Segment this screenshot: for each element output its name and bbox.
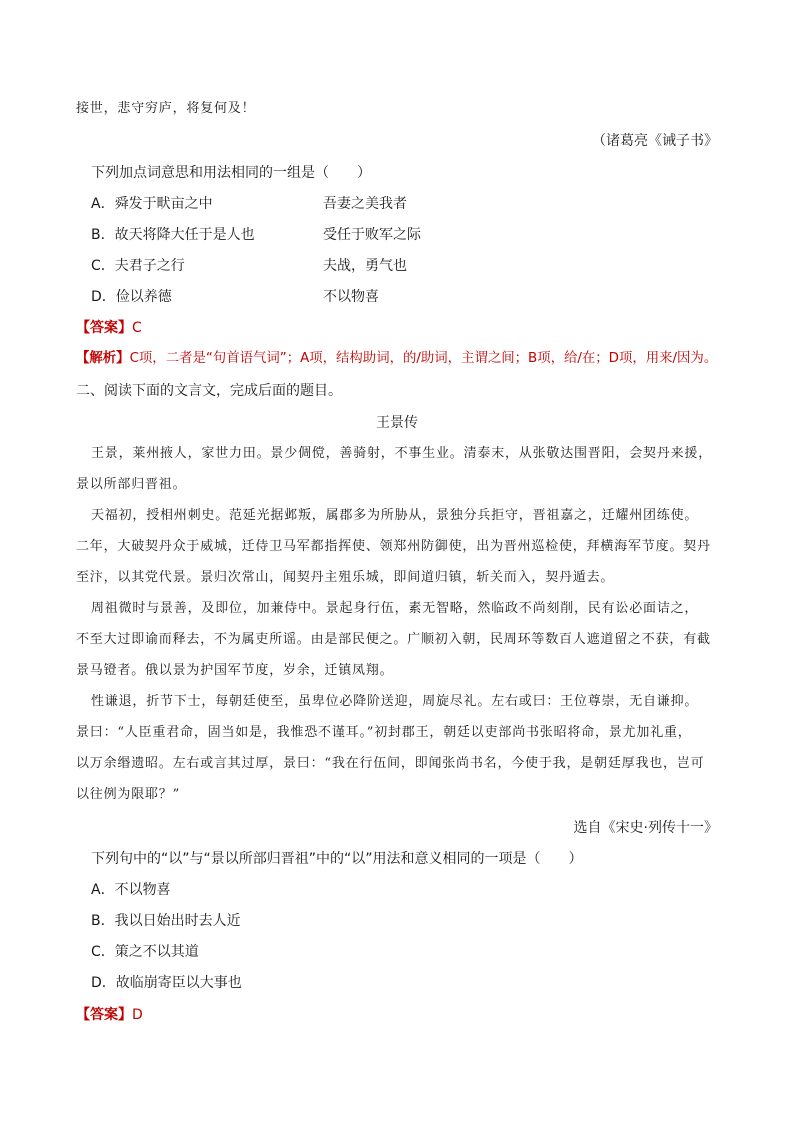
passage-line: 以万余缗遗昭。左右或言其过厚，景曰：“我在行伍间，即闻张尚书名，今使于我，是朝廷厚我也，岂可 (76, 756, 705, 771)
answer-label: 【答案】 (76, 1007, 132, 1023)
answer-value: D (132, 1007, 143, 1023)
question-1-stem: 下列加点词意思和用法相同的一组是（ ） (91, 165, 371, 181)
passage-line: 王景，莱州掖人，家世力田。景少倜傥，善骑射，不事生业。清泰末，从张敬达围晋阳，会契丹来援， (91, 446, 713, 461)
q2-option-d: D．故临崩寄臣以大事也 (91, 975, 242, 991)
answer-value: C (132, 320, 142, 336)
q2-option-a: A．不以物喜 (91, 882, 171, 898)
passage-line: 景曰：“人臣重君命，固当如是，我惟恐不谨耳。”初封郡王，朝廷以吏部尚书张昭将命，景尤加礼重， (76, 725, 692, 740)
q1-option-d-right: 不以物喜 (323, 289, 379, 305)
q1-option-d-left: D．俭以养德 (91, 289, 172, 305)
q1-option-a-right: 吾妻之美我者 (323, 196, 407, 212)
passage-source: 选自《宋史·列传十一》 (573, 820, 718, 836)
q1-option-c-left: C．夫君子之行 (91, 258, 185, 274)
analysis-label: 【解析】 (76, 351, 130, 366)
passage-line: 以往例为限耶？” (76, 787, 181, 802)
passage-line: 二年，大破契丹众于威城，迁侍卫马军都指挥使、领郑州防御使，出为晋州巡检使，拜横海军节度。契丹 (76, 539, 711, 554)
q2-answer (76, 1005, 143, 1025)
analysis-text: C项，二者是“句首语气词”；A项，结构助词，的/助词，主谓之间；B项，给/在；D项，用来/因为。 (129, 351, 718, 366)
answer-label: 【答案】 (76, 320, 132, 336)
passage-line: 景马镫者。俄以景为护国军节度，岁余，迁镇凤翔。 (76, 663, 394, 678)
q2-option-c: C．策之不以其道 (91, 944, 199, 960)
passage-title: 王景传 (376, 415, 418, 431)
passage-line: 至汴，以其党代景。景归次常山，闻契丹主殂乐城，即间道归镇，斩关而入，契丹遁去。 (76, 570, 615, 585)
q1-option-b-left: B．故天将降大任于是人也 (91, 227, 255, 243)
q2-option-b: B．我以日始出时去人近 (91, 913, 241, 929)
q1-analysis (76, 349, 717, 369)
q1-option-c-right: 夫战，勇气也 (323, 258, 407, 274)
q1-option-a-left: A．舜发于畎亩之中 (91, 196, 213, 212)
passage-line: 不至大过即谕而释去，不为属吏所谣。由是部民便之。广顺初入朝，民周环等数百人遮道留之不获，有截 (76, 632, 711, 647)
question-2-stem: 下列句中的“以”与“景以所部归晋祖”中的“以”用法和意义相同的一项是（ ） (91, 851, 583, 867)
passage-line: 接世，悲守穷庐，将复何及！ (76, 101, 256, 116)
passage-source: （诸葛亮《诫子书》 (592, 133, 718, 149)
passage-line: 景以所部归晋祖。 (76, 477, 187, 492)
section-2-heading: 二、阅读下面的文言文，完成后面的题目。 (76, 383, 342, 399)
q1-option-b-right: 受任于败军之际 (323, 227, 421, 243)
passage-line: 性谦退，折节下士，每朝廷使至，虽卑位必降阶送迎，周旋尽礼。左右或曰：王位尊崇，无自谦抑。 (91, 694, 699, 709)
passage-line: 天福初，授相州刺史。范延光据邺叛，属郡多为所胁从，景独分兵拒守，晋祖嘉之，迁耀州团练使。 (91, 508, 699, 523)
passage-line: 周祖微时与景善，及即位，加兼侍中。景起身行伍，素无智略，然临政不尚刻削，民有讼必面诘之， (91, 601, 699, 616)
q1-answer (76, 318, 142, 338)
